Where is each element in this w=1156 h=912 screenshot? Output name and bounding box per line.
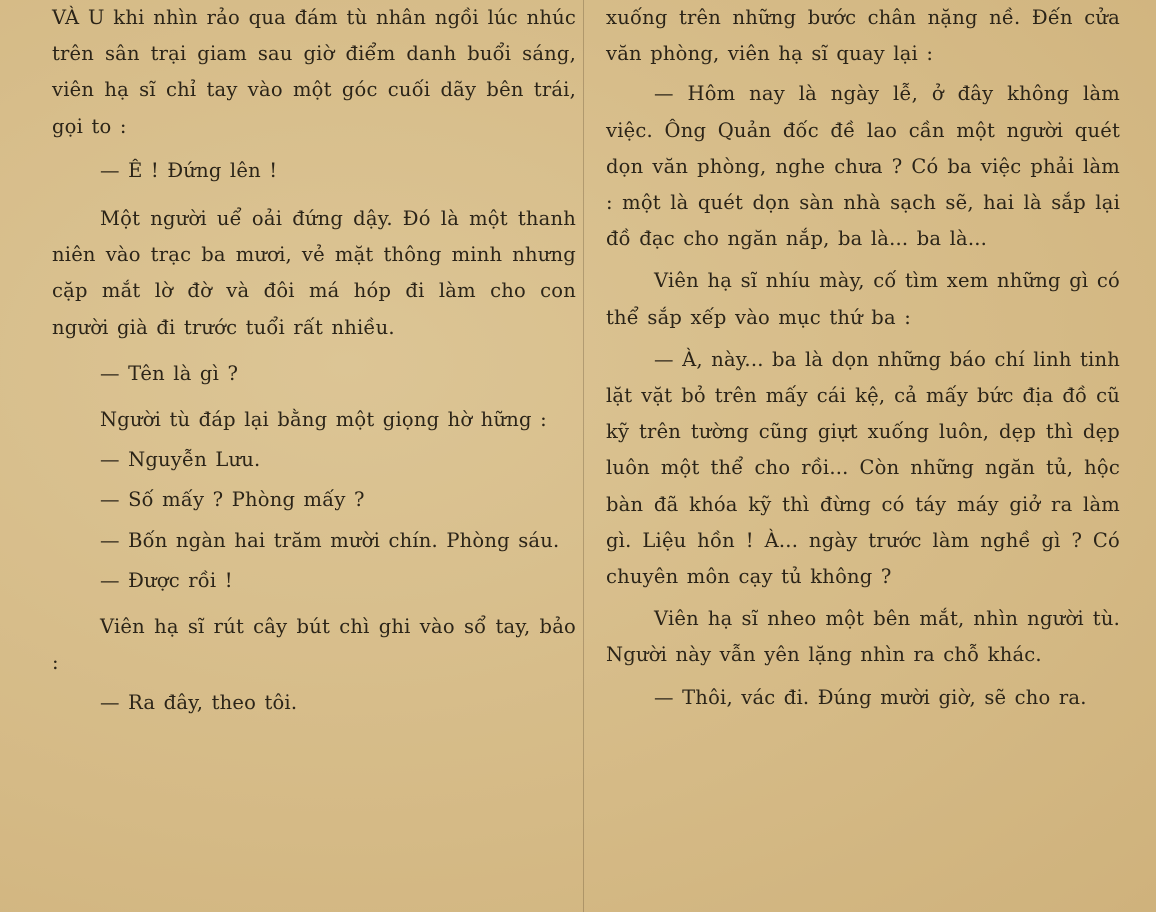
- paragraph: — À, này... ba là dọn những báo chí linh tinh lặt vặt bỏ trên mấy cái kệ, cả mấy bức địa đồ cũ kỹ trên tường cũng giựt xuống luôn, dẹp thì dẹp luôn một thể cho rồi... Còn những ngăn tủ, hộc bàn đã khóa kỹ thì đừng có táy máy giở ra làm gì. Liệu hồn ! À... ngày trước làm nghề gì ? Có chuyên môn cạy tủ không ?: [606, 347, 1120, 589]
- paragraph: Viên hạ sĩ nheo một bên mắt, nhìn người tù. Người này vẫn yên lặng nhìn ra chỗ khác.: [606, 607, 1120, 667]
- paragraph: — Tên là gì ?: [100, 361, 239, 385]
- paragraph: Viên hạ sĩ rút cây bút chì ghi vào sổ tay, bảo :: [52, 615, 576, 675]
- paragraph: — Thôi, vác đi. Đúng mười giờ, sẽ cho ra.: [654, 685, 1087, 709]
- paragraph: VÀ U khi nhìn rảo qua đám tù nhân ngồi lúc nhúc trên sân trại giam sau giờ điểm danh buổi sáng, viên hạ sĩ chỉ tay vào một góc cuối dãy bên trái, gọi to :: [52, 6, 576, 138]
- column-divider: [583, 0, 584, 912]
- paragraph: Người tù đáp lại bằng một giọng hờ hững :: [100, 408, 547, 432]
- paragraph: — Được rồi !: [100, 568, 233, 592]
- paragraph: — Bốn ngàn hai trăm mười chín. Phòng sáu.: [100, 528, 560, 552]
- paragraph: — Số mấy ? Phòng mấy ?: [100, 488, 365, 512]
- paragraph: — Nguyễn Lưu.: [100, 448, 261, 472]
- paragraph: xuống trên những bước chân nặng nề. Đến cửa văn phòng, viên hạ sĩ quay lại :: [606, 6, 1120, 66]
- paragraph: — Ra đây, theo tôi.: [100, 691, 298, 715]
- paragraph: Viên hạ sĩ nhíu mày, cố tìm xem những gì có thể sắp xếp vào mục thứ ba :: [606, 269, 1120, 329]
- paragraph: — Hôm nay là ngày lễ, ở đây không làm việc. Ông Quản đốc đề lao cần một người quét dọn văn phòng, nghe chưa ? Có ba việc phải làm : một là quét dọn sàn nhà sạch sẽ, hai là sắp lại đồ đạc cho ngăn nắp, ba là... ba là...: [606, 82, 1120, 251]
- paragraph: Một người uể oải đứng dậy. Đó là một thanh niên vào trạc ba mươi, vẻ mặt thông minh nhưng cặp mắt lờ đờ và đôi má hóp đi làm cho con người già đi trước tuổi rất nhiều.: [52, 207, 576, 339]
- right-column: [606, 0, 1120, 716]
- paragraph: — Ê ! Đứng lên !: [100, 158, 278, 182]
- left-column: [52, 0, 576, 722]
